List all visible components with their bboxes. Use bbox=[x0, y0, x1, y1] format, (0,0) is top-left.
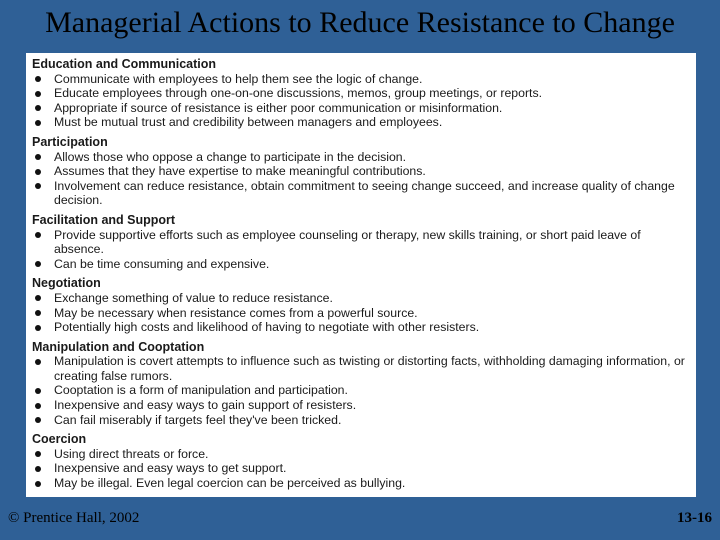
section-education-communication bbox=[32, 57, 690, 130]
section-facilitation-support bbox=[32, 213, 690, 271]
list-item-text: Involvement can reduce resistance, obtain commitment to seeing change succeed, and increase quality of change decision. bbox=[54, 178, 675, 208]
bullet-icon bbox=[35, 451, 41, 457]
section-negotiation bbox=[32, 276, 690, 334]
bullet-list bbox=[32, 72, 690, 130]
list-item-text: Cooptation is a form of manipulation and participation. bbox=[54, 383, 348, 398]
list-item-text: Provide supportive efforts such as employee counseling or therapy, new skills training, or short paid leave of absence. bbox=[54, 227, 641, 257]
bullet-list bbox=[32, 228, 690, 272]
list-item-text: Educate employees through one-on-one discussions, memos, group meetings, or reports. bbox=[54, 86, 543, 101]
bullet-icon bbox=[35, 481, 41, 487]
list-item bbox=[32, 86, 690, 101]
slide-title: Managerial Actions to Reduce Resistance to Change bbox=[45, 6, 675, 39]
list-item-text: Assumes that they have expertise to make meaningful contributions. bbox=[54, 164, 426, 179]
bullet-icon bbox=[35, 232, 41, 238]
section-coercion bbox=[32, 432, 690, 490]
list-item-text: Must be mutual trust and credibility between managers and employees. bbox=[54, 115, 443, 130]
section-heading: Facilitation and Support bbox=[32, 212, 176, 227]
section-heading: Negotiation bbox=[32, 276, 101, 291]
list-item-text: Exchange something of value to reduce resistance. bbox=[54, 290, 333, 305]
bullet-icon bbox=[35, 169, 41, 175]
list-item bbox=[32, 354, 690, 383]
list-item bbox=[32, 179, 690, 208]
list-item bbox=[32, 447, 690, 462]
list-item-text: Can fail miserably if targets feel they've been tricked. bbox=[54, 412, 342, 427]
bullet-list bbox=[32, 354, 690, 427]
bullet-icon bbox=[35, 120, 41, 126]
list-item-text: Inexpensive and easy ways to gain support of resisters. bbox=[54, 398, 357, 413]
bullet-icon bbox=[35, 310, 41, 316]
list-item bbox=[32, 291, 690, 306]
bullet-icon bbox=[35, 325, 41, 331]
list-item-text: Inexpensive and easy ways to get support. bbox=[54, 461, 287, 476]
bullet-icon bbox=[35, 105, 41, 111]
copyright-text: © Prentice Hall, 2002 bbox=[8, 510, 140, 526]
bullet-icon bbox=[35, 403, 41, 409]
list-item-text: Can be time consuming and expensive. bbox=[54, 256, 270, 271]
bullet-icon bbox=[35, 295, 41, 301]
list-item bbox=[32, 101, 690, 116]
bullet-list bbox=[32, 291, 690, 335]
list-item bbox=[32, 413, 690, 428]
list-item-text: Allows those who oppose a change to participate in the decision. bbox=[54, 149, 407, 164]
list-item-text: Communicate with employees to help them see the logic of change. bbox=[54, 71, 423, 86]
list-item bbox=[32, 476, 690, 491]
bullet-icon bbox=[35, 261, 41, 267]
bullet-icon bbox=[35, 359, 41, 365]
bullet-icon bbox=[35, 388, 41, 394]
list-item bbox=[32, 461, 690, 476]
list-item bbox=[32, 150, 690, 165]
section-heading: Education and Communication bbox=[32, 57, 217, 71]
section-participation bbox=[32, 135, 690, 208]
bullet-icon bbox=[35, 417, 41, 423]
bullet-list bbox=[32, 150, 690, 208]
list-item bbox=[32, 228, 690, 257]
bullet-icon bbox=[35, 91, 41, 97]
bullet-icon bbox=[35, 466, 41, 472]
list-item bbox=[32, 164, 690, 179]
section-heading: Manipulation and Cooptation bbox=[32, 339, 205, 354]
section-heading: Coercion bbox=[32, 432, 87, 447]
list-item bbox=[32, 398, 690, 413]
list-item bbox=[32, 306, 690, 321]
section-manipulation-cooptation bbox=[32, 340, 690, 428]
section-heading: Participation bbox=[32, 134, 108, 149]
list-item bbox=[32, 115, 690, 130]
list-item-text: Appropriate if source of resistance is either poor communication or misinformation. bbox=[54, 100, 503, 115]
list-item-text: May be illegal. Even legal coercion can be perceived as bullying. bbox=[54, 476, 406, 491]
bullet-icon bbox=[35, 183, 41, 189]
content-panel bbox=[26, 53, 696, 497]
list-item-text: Manipulation is covert attempts to influence such as twisting or distorting facts, withholding damaging information, or creating false rumors. bbox=[54, 354, 685, 383]
list-item-text: Potentially high costs and likelihood of having to negotiate with other resisters. bbox=[54, 320, 480, 335]
list-item bbox=[32, 320, 690, 335]
list-item bbox=[32, 72, 690, 87]
list-item-text: May be necessary when resistance comes from a powerful source. bbox=[54, 305, 418, 320]
list-item bbox=[32, 383, 690, 398]
bullet-list bbox=[32, 447, 690, 491]
bullet-icon bbox=[35, 76, 41, 82]
list-item bbox=[32, 257, 690, 272]
bullet-icon bbox=[35, 154, 41, 160]
page-number: 13-16 bbox=[677, 510, 712, 526]
list-item-text: Using direct threats or force. bbox=[54, 446, 209, 461]
